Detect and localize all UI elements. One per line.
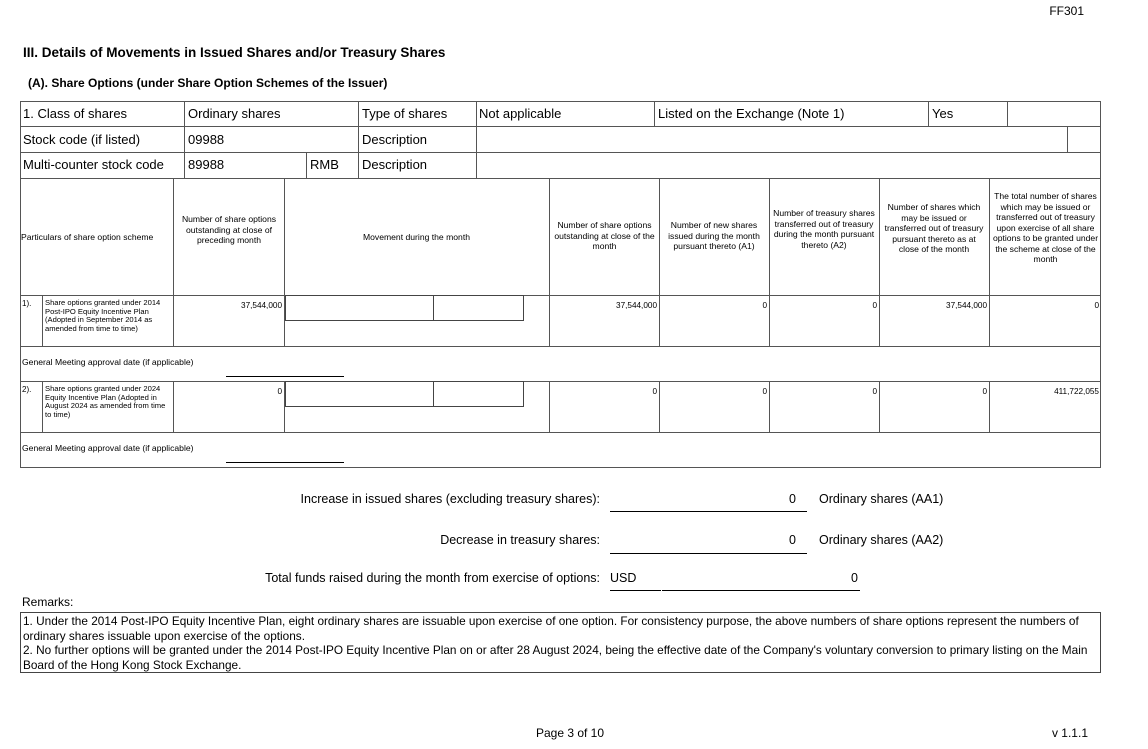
stock-code-value: 09988 — [188, 132, 225, 147]
movement-input-a[interactable] — [285, 381, 434, 407]
may-be-issued-value: 0 — [982, 387, 987, 396]
treasury-value: 0 — [872, 387, 877, 396]
outstanding-close-value: 0 — [652, 387, 657, 396]
treasury-value: 0 — [872, 301, 877, 310]
scheme-name: Share options granted under 2014 Post-IPO Equity Incentive Plan (Adopted in September 2014 as amended from time to time) — [45, 298, 161, 333]
increase-underline — [610, 511, 807, 512]
stock-code-label: Stock code (if listed) — [23, 132, 141, 147]
header-particulars: Particulars of share option scheme — [21, 232, 154, 242]
new-shares-value: 0 — [762, 301, 767, 310]
col-divider — [42, 381, 43, 432]
scheme-name: Share options granted under 2024 Equity Incentive Plan (Adopted in August 2024 as amended from time to time) — [45, 384, 166, 419]
col-divider — [549, 381, 550, 432]
class-of-shares-label: 1. Class of shares — [23, 106, 128, 121]
increase-label: Increase in issued shares (excluding treasury shares): — [300, 492, 600, 506]
col-divider — [476, 101, 477, 179]
col-divider — [769, 381, 770, 432]
header-outstanding-prev: Number of share options outstanding at close of preceding month — [181, 214, 277, 245]
col-divider — [358, 101, 359, 179]
gm-approval-label: General Meeting approval date (if applicable) — [22, 357, 194, 367]
col-divider — [173, 178, 174, 346]
listed-label: Listed on the Exchange (Note 1) — [658, 106, 845, 121]
col-divider — [1007, 101, 1008, 126]
col-divider — [659, 381, 660, 432]
form-code: FF301 — [1049, 4, 1084, 18]
row-divider — [20, 295, 1101, 296]
funds-value: 0 — [851, 571, 858, 585]
remark-item: 1. Under the 2014 Post-IPO Equity Incentive Plan, eight ordinary shares are issuable upon exercise of one option. For consistency purpose, the above numbers of share options represent the numbers of ordinary shares issuable upon exercise of the options. — [23, 614, 1079, 643]
row-divider — [20, 346, 1101, 347]
col-divider — [184, 101, 185, 179]
funds-currency: USD — [610, 571, 637, 585]
new-shares-value: 0 — [762, 387, 767, 396]
row-divider — [20, 152, 1101, 153]
gm-approval-field[interactable] — [226, 376, 344, 377]
decrease-label: Decrease in treasury shares: — [440, 533, 600, 547]
col-divider — [879, 381, 880, 432]
col-divider — [654, 101, 655, 126]
multi-counter-label: Multi-counter stock code — [23, 157, 164, 172]
col-divider — [659, 178, 660, 346]
remarks-label: Remarks: — [22, 595, 74, 609]
total-to-be-granted-value: 411,722,055 — [1054, 387, 1099, 396]
remark-item: 2. No further options will be granted under the 2014 Post-IPO Equity Incentive Plan on or after 28 August 2024, being the effective date of the Company's voluntary conversion to primary listing on the Main Board of the Hong Kong Stock Exchange. — [23, 643, 1088, 672]
increase-value: 0 — [789, 492, 796, 506]
header-total-may-be: The total number of shares which may be issued or transferred out of treasury upon exercise of all share options to be granted under the scheme at close of the month — [992, 191, 1099, 264]
total-to-be-granted-value: 0 — [1094, 301, 1099, 310]
header-treasury-transferred: Number of treasury shares transferred out of treasury during the month pursuant thereto (A2) — [773, 208, 875, 250]
row-divider — [20, 432, 1101, 433]
outstanding-prev-value: 37,544,000 — [241, 301, 282, 310]
type-of-shares-label: Type of shares — [362, 106, 448, 121]
col-divider — [1067, 126, 1068, 152]
scheme-number: 1). — [22, 299, 32, 308]
multi-description-label: Description — [362, 157, 428, 172]
increase-unit: Ordinary shares (AA1) — [819, 492, 944, 506]
col-divider — [928, 101, 929, 126]
col-divider — [42, 295, 43, 346]
col-divider — [306, 152, 307, 179]
funds-currency-underline — [610, 590, 661, 591]
multi-counter-code: 89988 — [188, 157, 225, 172]
section-title: III. Details of Movements in Issued Shares and/or Treasury Shares — [23, 45, 446, 60]
version: v 1.1.1 — [1051, 726, 1088, 740]
listed-value: Yes — [932, 106, 954, 121]
col-divider — [879, 178, 880, 346]
decrease-value: 0 — [789, 533, 796, 547]
may-be-issued-value: 37,544,000 — [946, 301, 987, 310]
row-divider — [20, 126, 1101, 127]
decrease-unit: Ordinary shares (AA2) — [819, 533, 944, 547]
header-outstanding-close: Number of share options outstanding at close of the month — [554, 220, 655, 251]
movement-input-b[interactable] — [433, 295, 524, 321]
col-divider — [769, 178, 770, 346]
col-divider — [989, 381, 990, 432]
class-of-shares-value: Ordinary shares — [188, 106, 281, 121]
movement-input-a[interactable] — [285, 295, 434, 321]
header-new-shares: Number of new shares issued during the month pursuant thereto (A1) — [668, 220, 760, 251]
remarks-box — [20, 612, 1101, 673]
outstanding-prev-value: 0 — [277, 387, 282, 396]
header-movement: Movement during the month — [362, 232, 470, 242]
description-label: Description — [362, 132, 428, 147]
funds-label: Total funds raised during the month from exercise of options: — [265, 571, 600, 585]
row-divider — [20, 381, 1101, 382]
funds-underline — [662, 590, 860, 591]
header-may-be-issued: Number of shares which may be issued or transferred out of treasury pursuant thereto as at close of the month — [884, 202, 984, 254]
scheme-number: 2). — [22, 385, 32, 394]
col-divider — [549, 178, 550, 346]
gm-approval-label: General Meeting approval date (if applicable) — [22, 443, 194, 453]
type-of-shares-value: Not applicable — [479, 106, 562, 121]
subsection-title: (A). Share Options (under Share Option Schemes of the Issuer) — [28, 76, 388, 90]
multi-counter-currency: RMB — [310, 157, 339, 172]
col-divider — [989, 178, 990, 346]
decrease-underline — [610, 553, 807, 554]
gm-approval-field[interactable] — [226, 462, 344, 463]
outstanding-close-value: 37,544,000 — [616, 301, 657, 310]
page-number: Page 3 of 10 — [535, 726, 605, 740]
movement-input-b[interactable] — [433, 381, 524, 407]
col-divider — [173, 381, 174, 432]
